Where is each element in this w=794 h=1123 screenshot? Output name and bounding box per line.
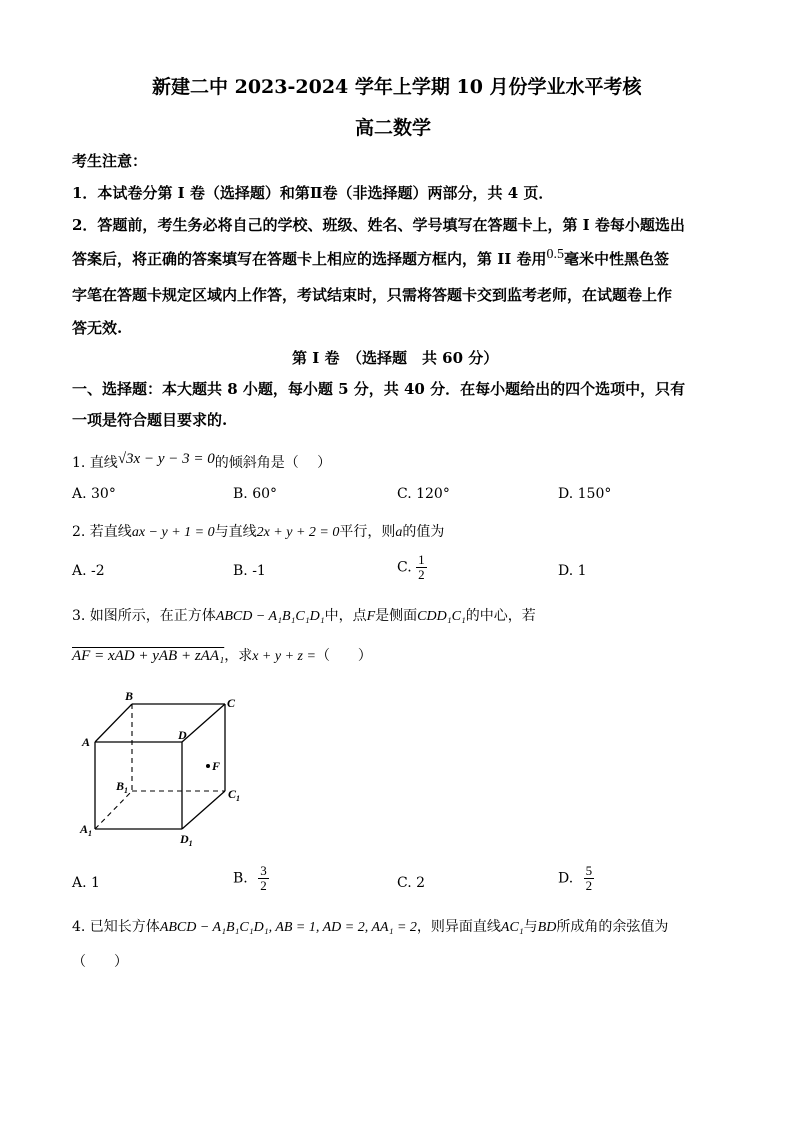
vertex-label-c1	[228, 787, 240, 803]
vertex-label-d1	[179, 832, 193, 848]
question-3-suffix: 的中心，若	[465, 608, 536, 624]
question-2-option-c-fraction	[416, 553, 427, 582]
question-4-line-ac1: AC₁	[500, 920, 524, 935]
section-1-heading: 第 I 卷 （选择题 共 60 分）	[292, 349, 499, 367]
question-3-face: CDD₁C₁	[417, 609, 466, 624]
question-3-paren: （ ）	[315, 648, 372, 664]
section-1-intro-line-1: 一、选择题：本大题共 8 小题，每小题 5 分，共 40 分．在每小题给出的四个选项中，只有	[72, 380, 686, 398]
vertex-label-a: A	[82, 735, 91, 749]
question-3-option-d-den: 2	[585, 878, 593, 893]
question-2-middle-2: 平行，则	[339, 524, 396, 540]
vertex-label-c1-letter: C	[228, 787, 237, 801]
question-4-prefix: 4. 已知长方体	[72, 919, 160, 935]
question-3-vector-formula: AF = xAD + yAB + zAA₁	[72, 648, 225, 664]
question-2-option-d: D. 1	[558, 563, 587, 579]
question-4-line-bd: BD	[537, 920, 557, 935]
cube-edge-a1b1-hidden	[95, 791, 132, 829]
question-2-option-a: A. -2	[72, 563, 105, 579]
question-3-sum-formula: x + y + z =	[252, 649, 316, 664]
vertex-label-a1	[79, 822, 92, 838]
vertex-label-f: F	[212, 759, 221, 773]
question-3-option-d-num: 5	[585, 863, 593, 878]
question-1-option-a: A. 30°	[72, 486, 116, 502]
question-3-option-c: C. 2	[397, 875, 426, 891]
vertex-label-a1-sub: 1	[88, 829, 93, 838]
question-3-option-a: A. 1	[72, 875, 100, 891]
question-2-prefix: 2. 若直线	[72, 524, 132, 540]
question-3-option-b-num: 3	[260, 863, 267, 878]
question-3-line-2-suffix: ，求	[224, 648, 253, 664]
question-3-middle-2: 是侧面	[375, 608, 418, 624]
question-4-middle: ，则异面直线	[416, 919, 501, 935]
notice-item-2-line-3: 字笔在答题卡规定区域内上作答，考试结束时，只需将答题卡交到监考老师，在试题卷上作	[72, 286, 673, 304]
vertex-label-a1-letter: A	[80, 822, 89, 836]
question-3-prefix: 3. 如图所示，在正方体	[72, 608, 216, 624]
question-4-paren: （ ）	[72, 954, 128, 970]
question-2-suffix: 的值为	[402, 524, 445, 540]
notice-item-2-line-2-b: 毫米中性黑色签	[563, 250, 669, 268]
notice-item-1: 1．本试卷分第 I 卷（选择题）和第Ⅱ卷（非选择题）两部分，共 4 页．	[72, 184, 554, 202]
notice-pen-size: 0.5	[546, 247, 564, 262]
question-2-var: a	[395, 525, 403, 540]
question-3-line-1	[72, 605, 536, 625]
question-3-option-d-label: D.	[558, 870, 574, 887]
vertex-label-c1-sub: 1	[236, 794, 241, 803]
question-1-option-b: B. 60°	[233, 486, 278, 502]
question-2-option-c-num: 1	[418, 552, 425, 567]
vertex-label-d: D	[178, 728, 187, 742]
cube-edge-dc	[182, 704, 225, 742]
question-3-point: F	[366, 609, 376, 624]
question-4-line-1	[72, 916, 668, 936]
exam-title: 新建二中 2023-2024 学年上学期 10 月份学业水平考核	[152, 76, 642, 98]
question-1-formula: √3x − y − 3 = 0	[117, 451, 215, 467]
notice-heading: 考生注意：	[72, 152, 148, 170]
vertex-label-d1-letter: D	[180, 832, 189, 846]
cube-edge-d1c1	[182, 791, 225, 829]
question-4-formula: ABCD − A₁B₁C₁D₁, AB = 1, AD = 2, AA₁ = 2	[159, 920, 417, 935]
vertex-label-b: B	[125, 689, 134, 703]
question-3-option-d-fraction	[584, 864, 595, 893]
question-1	[72, 452, 331, 472]
point-f-dot	[206, 764, 210, 768]
vertex-label-c: C	[227, 696, 236, 710]
question-1-suffix: 的倾斜角是（ ）	[214, 455, 332, 471]
question-2-formula-1: ax − y + 1 = 0	[131, 525, 215, 540]
question-2-formula-2: 2x + y + 2 = 0	[256, 525, 340, 540]
question-1-prefix: 1. 直线	[72, 455, 118, 471]
notice-item-2-line-1: 2．答题前，考生务必将自己的学校、班级、姓名、学号填写在答题卡上，第 I 卷每小题选出	[72, 216, 685, 234]
question-2	[72, 521, 444, 541]
question-3-cube: ABCD − A₁B₁C₁D₁	[215, 609, 325, 624]
question-3-middle: 中，点	[324, 608, 367, 624]
notice-item-2-line-2	[72, 248, 669, 269]
question-3-option-b-den: 2	[260, 878, 267, 893]
section-1-intro-line-2: 一项是符合题目要求的.	[72, 411, 228, 429]
question-4-with: 与	[523, 919, 538, 935]
question-3-line-2	[72, 645, 372, 665]
exam-subtitle: 高二数学	[355, 117, 432, 139]
notice-item-2-line-2-a: 答案后，将正确的答案填写在答题卡上相应的选择题方框内，第 II 卷用	[72, 250, 547, 268]
question-3-option-d	[558, 864, 594, 893]
question-1-option-d: D. 150°	[558, 486, 612, 502]
question-3-option-b	[233, 864, 269, 893]
vertex-label-b1-letter: B	[116, 779, 125, 793]
question-2-option-b: B. -1	[233, 563, 266, 579]
question-4-suffix: 所成角的余弦值为	[556, 919, 669, 935]
question-1-option-c: C. 120°	[397, 486, 450, 502]
question-2-option-c	[397, 553, 427, 582]
question-3-option-b-label: B.	[233, 870, 248, 887]
notice-item-2-line-4: 答无效.	[72, 319, 123, 337]
vertex-label-b1-sub: 1	[124, 786, 129, 795]
question-2-option-c-den: 2	[418, 567, 425, 582]
question-2-middle: 与直线	[214, 524, 257, 540]
vertex-label-b1	[115, 779, 128, 795]
cube-edge-ab	[95, 704, 132, 742]
question-3-cube-figure	[72, 688, 252, 848]
question-3-option-b-fraction	[258, 864, 269, 893]
question-2-option-c-label: C.	[397, 559, 412, 576]
vertex-label-d1-sub: 1	[188, 839, 193, 848]
